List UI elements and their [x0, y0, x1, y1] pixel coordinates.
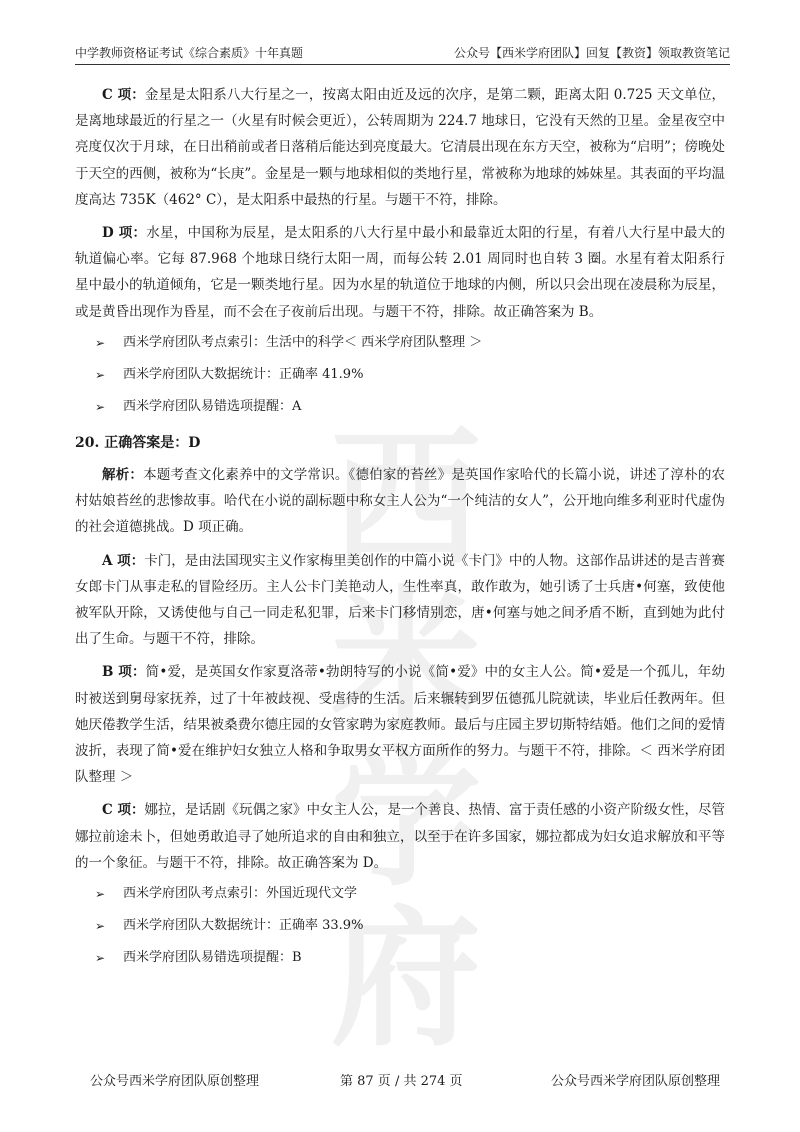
option-d-lead: D 项： [102, 225, 147, 242]
bullet-text: 西米学府团队易错选项提醒：B [123, 950, 302, 966]
arrow-bullet-icon: ➢ [95, 919, 106, 934]
arrow-bullet-icon: ➢ [95, 887, 106, 902]
option-a-lead: A 项： [102, 552, 145, 569]
bullet-text: 西米学府团队大数据统计：正确率 33.9% [123, 918, 364, 934]
arrow-bullet-icon: ➢ [95, 399, 106, 414]
analysis-paragraph [75, 462, 725, 541]
option-a-carmen [75, 548, 725, 653]
analysis-text: 本题考查文化素养中的文学常识。《德伯家的苔丝》是英国作家哈代的长篇小说，讲述了淳朴的农村姑娘苔丝的悲惨故事。哈代在小说的副标题中称女主人公为“一个纯洁的女人”，公开地向维多利亚时代虚伪的社会道德挑战。D 项正确。 [75, 467, 726, 536]
option-c2-lead: C 项： [102, 802, 145, 819]
question-20-title: 20. 正确答案是：D [75, 434, 201, 451]
analysis-lead: 解析： [102, 467, 144, 484]
bullet-text: 西米学府团队考点索引：外国近现代文学 [123, 886, 358, 902]
page-header [75, 42, 730, 65]
footer-right: 公众号西米学府团队原创整理 [550, 1074, 720, 1089]
option-c-nora [75, 797, 725, 876]
arrow-bullet-icon: ➢ [95, 367, 106, 382]
arrow-bullet-icon: ➢ [95, 335, 106, 350]
option-c-venus [75, 82, 725, 213]
bullet-text: 西米学府团队易错选项提醒：A [123, 398, 302, 414]
arrow-bullet-icon: ➢ [95, 951, 106, 966]
document-body [75, 82, 726, 1067]
bullet-item [83, 883, 725, 905]
header-left-title: 中学教师资格证考试《综合素质》十年真题 [75, 46, 304, 60]
bullet-item [83, 332, 725, 354]
watermark: 西米学府 [330, 413, 489, 1067]
page-number: 第 87 页 / 共 274 页 [340, 1074, 463, 1089]
header-right-promo: 公众号【西米学府团队】回复【教资】领取教资笔记 [453, 46, 730, 60]
option-b-jane-eyre [75, 659, 725, 790]
option-b-text: 简•爱，是英国女作家夏洛蒂•勃朗特写的小说《简•爱》中的女主人公。简•爱是一个孤儿，年幼时被送到舅母家抚养，过了十年被歧视、受虐待的生活。后来辗转到罗伍德孤儿院就读，毕业后任教两年。但她厌倦教学生活，结果被桑费尔德庄园的女管家聘为家庭教师。最后与庄园主罗切斯特结婚。他们之间的爱情波折，表现了简•爱在维护妇女独立人格和争取男女平权方面所作的努力。与题干不符，排除。＜ 西米学府团队整理 ＞ [75, 664, 725, 786]
bullet-item [83, 396, 725, 418]
option-a-text: 卡门，是由法国现实主义作家梅里美创作的中篇小说《卡门》中的人物。这部作品讲述的是吉普赛女郎卡门从事走私的冒险经历。主人公卡门美艳动人，生性率真，敢作敢为，她引诱了士兵唐•何塞，致使他被军队开除，又诱使他与自己一同走私犯罪，后来卡门移情别恋，唐•何塞与她之间矛盾不断，直到她为此付出了生命。与题干不符，排除。 [75, 552, 725, 648]
bullet-text: 西米学府团队大数据统计：正确率 41.9% [123, 366, 364, 382]
option-d-mercury [75, 220, 725, 325]
option-d-text: 水星，中国称为辰星，是太阳系的八大行星中最小和最靠近太阳的行星，有着八大行星中最大的轨道偏心率。它每 87.968 个地球日绕行太阳一周，而每公转 2.01 周同时也自转 3 圈。水星有着太阳系行星中最小的轨道倾角，它是一颗类地行星。因为水星的轨道位于地球的内侧，所以只会出现在凌晨称为辰星，或是黄昏出现作为昏星，而不会在子夜前后出现。与题干不符，排除。故正确答案为 B。 [75, 225, 725, 320]
option-b-lead: B 项： [102, 664, 146, 681]
option-c-lead: C 项： [102, 87, 145, 103]
bullet-text: 西米学府团队考点索引：生活中的科学＜ 西米学府团队整理 ＞ [123, 334, 483, 350]
bullet-item [83, 947, 725, 969]
option-c2-text: 娜拉，是话剧《玩偶之家》中女主人公，是一个善良、热情、富于责任感的小资产阶级女性，尽管娜拉前途未卜，但她勇敢追寻了她所追求的自由和独立，以至于在许多国家，娜拉都成为妇女追求解放和平等的一个象征。与题干不符，排除。故正确答案为 D。 [75, 802, 725, 871]
bullet-item [83, 915, 725, 937]
bullet-item [83, 364, 725, 386]
footer-left: 公众号西米学府团队原创整理 [90, 1074, 260, 1089]
option-c-text: 金星是太阳系八大行星之一，按离太阳由近及远的次序，是第二颗，距离太阳 0.725 天文单位，是离地球最近的行星之一（火星有时候会更近），公转周期为 224.7 地球日，它没有天然的卫星。金星夜空中亮度仅次于月球，在日出稍前或者日落稍后能达到亮度最大。它清晨出现在东方天空，被称为“启明”；傍晚处于天空的西侧，被称为“长庚”。金星是一颗与地球相似的类地行星，常被称为地球的姊妹星。其表面的平均温度高达 735K（462° C），是太阳系中最热的行星。与题干不符，排除。 [75, 87, 725, 208]
